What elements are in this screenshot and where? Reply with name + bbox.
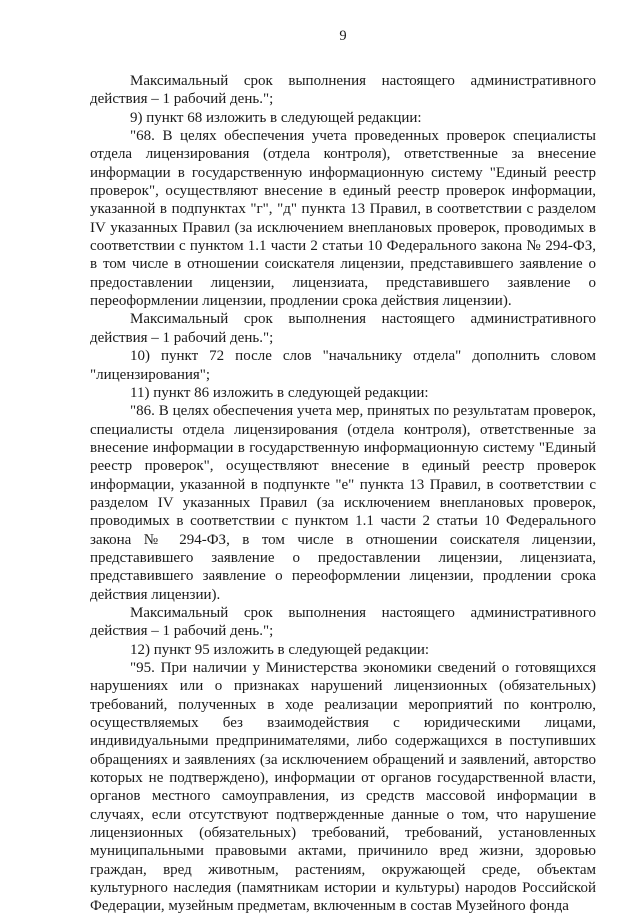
paragraph-point-86: "86. В целях обеспечения учета мер, принятых по результатам проверок, специалисты отдела лицензирования (отдела контроля), ответственные за внесение информации в государственную информационную систему "Единый реестр проверок", осуществляют внесение в единый реестр проверок информации, указанной в подпункте "е" пункта 13 Правил, в соответствии с разделом IV указанных Правил (за исключением внеплановых проверок, проводимых в соответствии с пунктом 1.1 части 2 статьи 10 Федерального закона № 294-ФЗ, в том числе в отношении соискателя лицензии, представившего заявление о предоставлении лицензии, лицензиата, представившего заявление о переоформлении лицензии, продлении срока действия лицензии). [90, 403, 596, 603]
page-number: 9 [339, 28, 347, 44]
paragraph-max-term-2: Максимальный срок выполнения настоящего административного действия – 1 рабочий день."; [90, 311, 596, 346]
paragraph-item-9: 9) пункт 68 изложить в следующей редакции: [130, 109, 422, 126]
paragraph-max-term-3: Максимальный срок выполнения настоящего административного действия – 1 рабочий день."; [90, 604, 596, 640]
paragraph-item-12: 12) пункт 95 изложить в следующей редакции: [130, 641, 430, 658]
paragraph-max-term-1: Максимальный срок выполнения настоящего административного действия – 1 рабочий день."; [90, 73, 596, 108]
paragraph-item-10: 10) пункт 72 после слов "начальнику отдела" дополнить словом "лицензирования"; [90, 348, 596, 383]
paragraph-item-11: 11) пункт 86 изложить в следующей редакции: [130, 384, 429, 401]
paragraph-point-68: "68. В целях обеспечения учета проведенных проверок специалисты отдела лицензирования (отдела контроля), ответственные за внесение информации в государственную информационную систему "Единый реестр проверок", осуществляют внесение в единый реестр проверок информации, указанной в подпунктах "г", "д" пункта 13 Правил, в соответствии с разделом IV указанных Правил (за исключением внеплановых проверок, проводимых в соответствии с пунктом 1.1 части 2 статьи 10 Федерального закона № 294-ФЗ, в том числе в отношении соискателя лицензии, представившего заявление о предоставлении лицензии, лицензиата, представившего заявление о переоформлении лицензии, продлении срока действия лицензии). [90, 128, 596, 310]
paragraph-point-95: "95. При наличии у Министерства экономики сведений о готовящихся нарушениях или о признаках нарушений лицензионных (обязательных) требований, полученных в ходе реализации мероприятий по контролю, осуществляемых без взаимодействия с юридическими лицами, индивидуальными предпринимателями, либо содержащихся в поступивших обращениях и заявлениях (за исключением обращений и заявлений, авторство которых не подтверждено), информации от органов государственной власти, органов местного самоуправления, из средств массовой информации в случаях, если отсутствуют подтвержденные данные о том, что нарушение лицензионных (обязательных) требований, требований, установленных муниципальными правовыми актами, причинило вред жизни, здоровью граждан, вред животным, растениям, окружающей среде, объектам культурного наследия (памятникам истории и культуры) народов Российской Федерации, музейным предметам, включенным в состав Музейного фонда [90, 660, 596, 915]
